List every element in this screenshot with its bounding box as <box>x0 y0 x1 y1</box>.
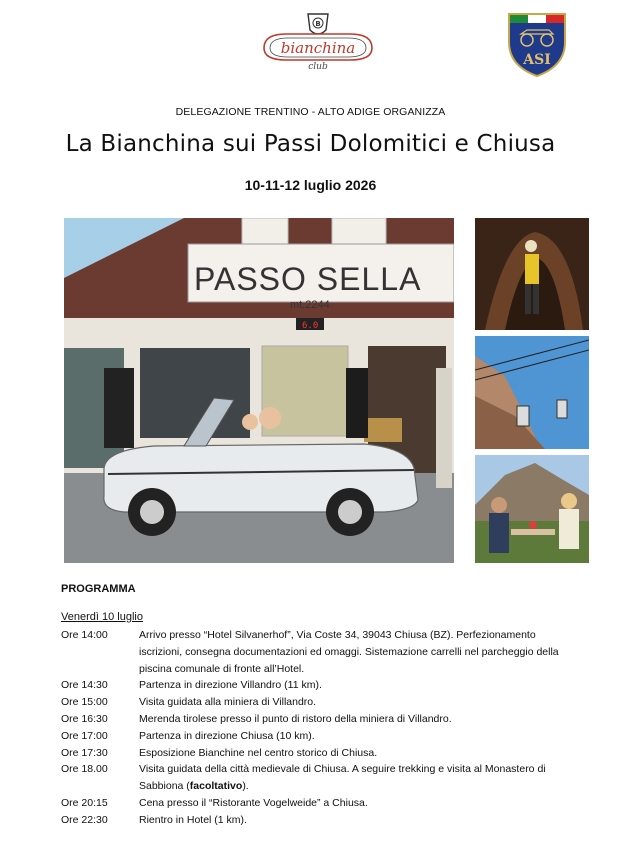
mine-tunnel-photo <box>475 218 589 330</box>
organizer-line: DELEGAZIONE TRENTINO - ALTO ADIGE ORGANIZZA <box>175 106 446 118</box>
schedule-text: Visita guidata alla miniera di Villandro. <box>139 696 317 709</box>
schedule-row <box>61 795 581 812</box>
schedule-row <box>61 745 581 762</box>
sign-display: 6.0 <box>302 321 319 331</box>
svg-text:B: B <box>315 20 321 28</box>
schedule-text-rich <box>139 761 581 795</box>
schedule-time: Ore 18.00 <box>61 763 108 776</box>
schedule-list <box>61 627 581 829</box>
mountain-dining-photo <box>475 455 589 563</box>
sign-altitude: mt.2244 <box>290 299 330 311</box>
schedule-row <box>61 677 581 694</box>
day-heading: Venerdì 10 luglio <box>61 611 143 623</box>
schedule-text-after: ). <box>242 780 249 793</box>
asi-logo <box>505 10 569 78</box>
schedule-text: Visita guidata della città medievale di Chiusa. A seguire trekking e visita al Monastero di Sabbiona ( <box>139 763 546 793</box>
schedule-time: Ore 17:00 <box>61 729 108 742</box>
schedule-text: Merenda tirolese presso il punto di ristoro della miniera di Villandro. <box>139 712 452 725</box>
schedule-row <box>61 761 581 795</box>
schedule-row <box>61 627 581 677</box>
b-shield-emblem-icon <box>308 14 328 34</box>
schedule-text: Partenza in direzione Villandro (11 km). <box>139 679 322 692</box>
cable-car-photo <box>475 336 589 449</box>
schedule-time: Ore 14:00 <box>61 629 108 641</box>
schedule-time: Ore 14:30 <box>61 679 108 692</box>
schedule-text: Rientro in Hotel (1 km). <box>139 813 247 826</box>
schedule-text: Esposizione Bianchine nel centro storico di Chiusa. <box>139 746 378 759</box>
schedule-time: Ore 22:30 <box>61 813 108 826</box>
schedule-text: Cena presso il “Ristorante Vogelweide” a Chiusa. <box>139 796 368 809</box>
logo-sub-text: club <box>308 62 328 72</box>
schedule-row <box>61 812 581 829</box>
asi-brand-text: ASI <box>523 52 551 68</box>
bianchina-club-logo <box>256 10 380 72</box>
schedule-text: Arrivo presso “Hotel Silvanerhof”, Via Coste 34, 39043 Chiusa (BZ). Perfezionamento iscrizioni, consegna documentazioni ed omaggi. Sistemazione carrelli nel parcheggio della piscina comunale di fronte all’Hotel. <box>139 629 559 675</box>
schedule-row <box>61 711 581 728</box>
schedule-row <box>61 694 581 711</box>
schedule-time: Ore 15:00 <box>61 696 108 709</box>
section-programma: PROGRAMMA <box>61 583 136 595</box>
schedule-bold: facoltativo <box>189 780 243 793</box>
schedule-time: Ore 17:30 <box>61 746 108 759</box>
schedule-row <box>61 728 581 745</box>
schedule-time: Ore 16:30 <box>61 712 108 725</box>
sign-text: PASSO SELLA <box>194 261 422 297</box>
event-title: La Bianchina sui Passi Dolomitici e Chiusa <box>65 131 556 157</box>
schedule-time: Ore 20:15 <box>61 796 108 809</box>
schedule-text: Partenza in direzione Chiusa (10 km). <box>139 729 315 742</box>
logo-brand-text: bianchina <box>280 39 356 57</box>
event-date: 10-11-12 luglio 2026 <box>244 177 377 193</box>
passo-sella-photo <box>64 218 454 563</box>
